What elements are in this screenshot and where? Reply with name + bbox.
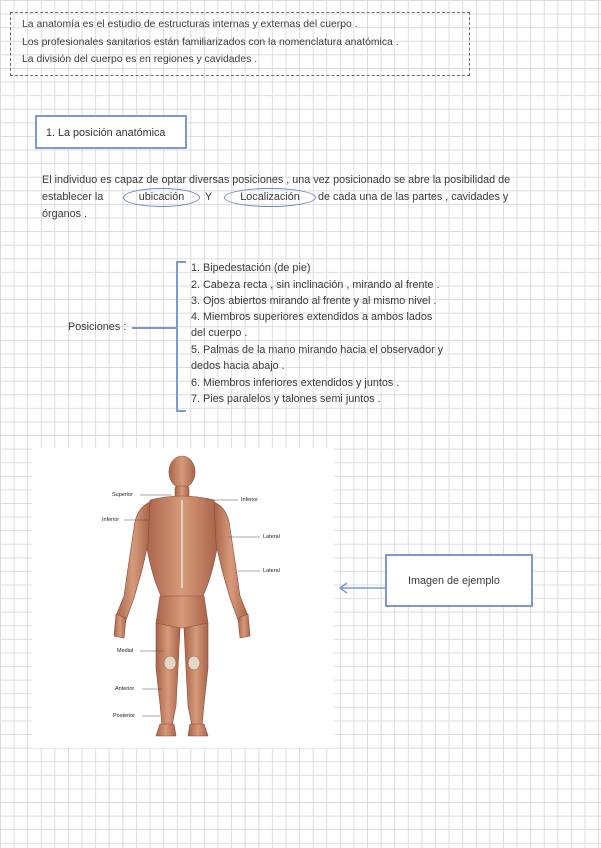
intro-line-3: La división del cuerpo es en regiones y cavidades . <box>22 54 258 65</box>
muscular-body-illustration <box>32 448 334 748</box>
label-anterior: Anterior <box>115 686 135 692</box>
oval-ubicacion: ubicación <box>123 188 200 207</box>
paragraph-line-3: órganos . <box>42 208 88 220</box>
bracket-top <box>176 261 186 263</box>
label-medial: Medial <box>117 648 134 654</box>
position-item-5-cont: dedos hacia abajo . <box>191 360 285 372</box>
positions-label: Posiciones : <box>68 321 127 333</box>
label-inferior-left: Inferior <box>102 517 120 523</box>
example-label: Imagen de ejemplo <box>408 575 500 587</box>
paragraph-line-2-start: establecer la <box>42 191 104 203</box>
oval-localizacion: Localización <box>224 188 316 207</box>
label-lateral-2: Lateral <box>263 568 280 574</box>
intro-line-2: Los profesionales sanitarios están familiarizados con la nomenclatura anatómica . <box>22 37 399 48</box>
anatomy-figure <box>32 448 334 748</box>
position-item-7: 7. Pies paralelos y talones semi juntos . <box>191 393 381 405</box>
bracket-bottom <box>176 410 186 412</box>
position-item-6: 6. Miembros inferiores extendidos y juntos . <box>191 377 400 389</box>
position-item-4: 4. Miembros superiores extendidos a ambos lados <box>191 311 433 323</box>
arrow-left-icon <box>336 580 388 596</box>
section-title: 1. La posición anatómica <box>46 127 166 139</box>
bracket-vertical <box>176 261 178 411</box>
label-inferior-right: Inferior <box>241 497 259 503</box>
paragraph-connector: Y <box>205 191 213 203</box>
paragraph-line-2-end: de cada una de las partes , cavidades y <box>318 191 509 203</box>
position-item-5: 5. Palmas de la mano mirando hacia el observador y <box>191 344 444 356</box>
paragraph-line-1: El individuo es capaz de optar diversas posiciones , una vez posicionado se abre la posibilidad de <box>42 174 511 186</box>
label-superior: Superior <box>112 492 133 498</box>
position-item-1: 1. Bipedestación (de pie) <box>191 262 311 274</box>
label-lateral-1: Lateral <box>263 534 280 540</box>
position-item-2: 2. Cabeza recta , sin inclinación , mirando al frente . <box>191 279 440 291</box>
position-item-3: 3. Ojos abiertos mirando al frente y al mismo nivel . <box>191 295 437 307</box>
label-posterior: Posterior <box>113 713 136 719</box>
intro-line-1: La anatomía es el estudio de estructuras internas y externas del cuerpo . <box>22 19 358 30</box>
position-item-4-cont: del cuerpo . <box>191 327 248 339</box>
bracket-connector <box>132 327 176 329</box>
